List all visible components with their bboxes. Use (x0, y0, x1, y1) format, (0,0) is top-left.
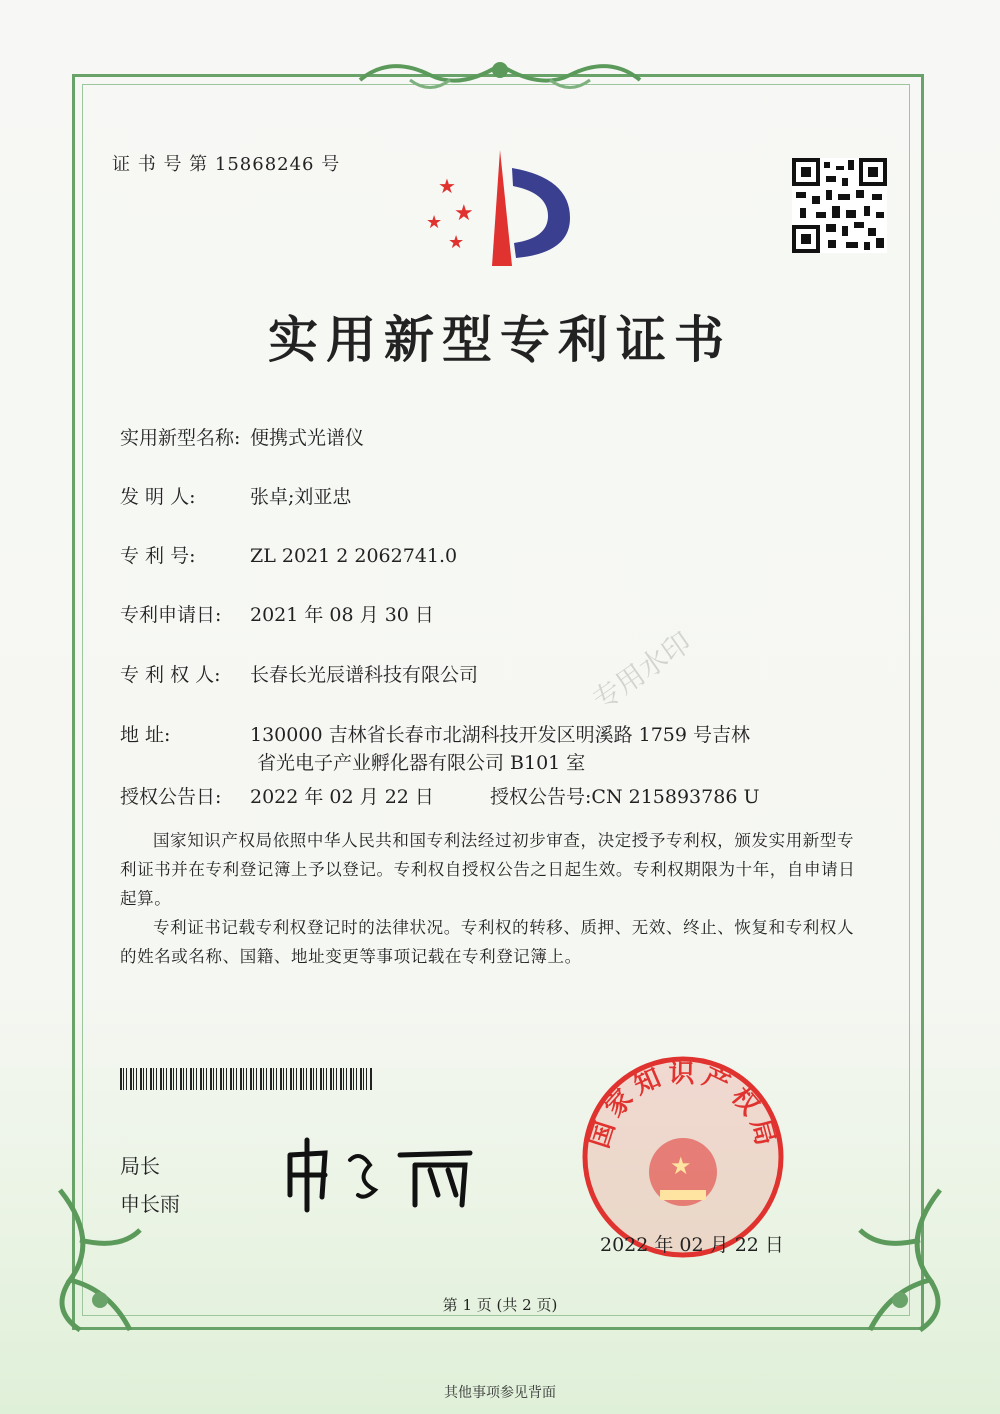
field-value: 张卓;刘亚忠 (250, 486, 352, 508)
field-value: 2021 年 08 月 30 日 (250, 604, 434, 626)
barcode-icon (120, 1068, 375, 1090)
watermark: 专用水印 (586, 625, 698, 717)
field-label: 授权公告号: (490, 786, 592, 808)
back-note: 其他事项参见背面 (444, 1385, 556, 1401)
statement-paragraph: 国家知识产权局依照中华人民共和国专利法经过初步审查，决定授予专利权，颁发实用新型专利证书并在专利登记簿上予以登记。专利权自授权公告之日起生效。专利权期限为十年，自申请日起算。 (120, 831, 856, 908)
page-number: 第 1 页 (共 2 页) (442, 1296, 558, 1314)
field-value: 130000 吉林省长春市北湖科技开发区明溪路 1759 号吉林 (250, 724, 751, 746)
director-title: 局长 (120, 1154, 160, 1178)
field-value: 长春长光辰谱科技有限公司 (250, 664, 479, 686)
field-value: 2022 年 02 月 22 日 (250, 786, 434, 808)
field-value: 便携式光谱仪 (250, 427, 365, 449)
handwritten-signature (280, 1125, 490, 1215)
field-label: 专 利 号: (120, 545, 196, 567)
field-value: CN 215893786 U (591, 786, 760, 808)
statement-paragraph: 专利证书记载专利权登记时的法律状况。专利权的转移、质押、无效、终止、恢复和专利权人的姓名或名称、国籍、地址变更等事项记载在专利登记簿上。 (120, 918, 855, 966)
field-inventor (120, 482, 351, 509)
field-value: ZL 2021 2 2062741.0 (250, 545, 458, 567)
field-label: 专利申请日: (120, 604, 222, 626)
field-patent-number (120, 541, 457, 568)
field-address (120, 720, 750, 747)
field-grant-date (120, 782, 434, 809)
corner-ornament-left (40, 1180, 190, 1340)
field-application-date (120, 600, 434, 627)
field-patentee (120, 660, 478, 687)
svg-text:★: ★ (448, 232, 465, 253)
corner-ornament-right (810, 1180, 960, 1340)
field-label: 地 址: (120, 724, 171, 746)
qr-code-icon (792, 158, 887, 253)
certificate-title: 实用新型专利证书 (268, 311, 732, 369)
certificate-statement (120, 826, 865, 971)
field-grant-number (490, 782, 759, 809)
address-line-2: 省光电子产业孵化器有限公司 B101 室 (257, 752, 586, 774)
certificate-number: 证 书 号 第 15868246 号 (112, 154, 341, 175)
seal-date: 2022 年 02 月 22 日 (600, 1234, 784, 1256)
cnipa-logo-icon (420, 148, 590, 268)
field-label: 专 利 权 人: (120, 664, 221, 686)
field-label: 实用新型名称: (120, 427, 241, 449)
svg-text:★: ★ (670, 1152, 692, 1180)
svg-text:★: ★ (454, 201, 474, 226)
svg-text:国家知识产权局: 国家知识产权局 (584, 1058, 782, 1155)
field-label: 授权公告日: (120, 786, 222, 808)
top-ornament (350, 50, 650, 100)
field-utility-model-name (120, 423, 364, 450)
director-name: 申长雨 (120, 1192, 180, 1216)
svg-text:★: ★ (438, 174, 456, 198)
svg-text:★: ★ (426, 212, 443, 233)
field-label: 发 明 人: (120, 486, 196, 508)
